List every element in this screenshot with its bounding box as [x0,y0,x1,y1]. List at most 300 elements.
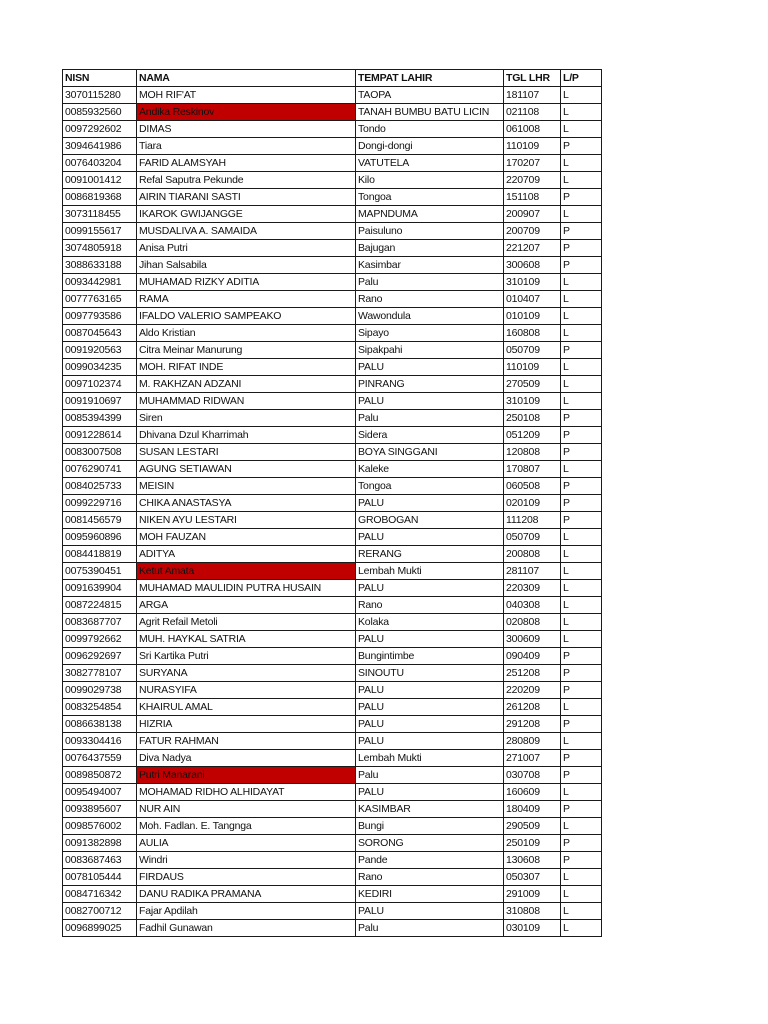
cell-nama: MOHAMAD RIDHO ALHIDAYAT [137,784,356,801]
table-header [63,70,602,87]
cell-nisn: 0091001412 [63,172,137,189]
cell-nisn: 0091920563 [63,342,137,359]
table-row [63,614,602,631]
table-row [63,274,602,291]
cell-tempat-lahir: PALU [356,580,504,597]
cell-nisn: 0097102374 [63,376,137,393]
cell-tempat-lahir: Rano [356,869,504,886]
table-row [63,733,602,750]
cell-lp: L [561,104,602,121]
cell-lp: P [561,138,602,155]
table-row [63,223,602,240]
table-row [63,512,602,529]
table-row [63,563,602,580]
cell-tgl-lhr: 010407 [504,291,561,308]
cell-lp: P [561,852,602,869]
cell-lp: L [561,886,602,903]
cell-tgl-lhr: 180409 [504,801,561,818]
cell-tempat-lahir: PALU [356,631,504,648]
table-row [63,869,602,886]
cell-nisn: 0096899025 [63,920,137,937]
cell-nisn: 0093442981 [63,274,137,291]
cell-nisn: 0083007508 [63,444,137,461]
table-row [63,359,602,376]
cell-tempat-lahir: Kasimbar [356,257,504,274]
cell-tempat-lahir: Sipakpahi [356,342,504,359]
cell-nisn: 0083254854 [63,699,137,716]
cell-tgl-lhr: 061008 [504,121,561,138]
cell-tempat-lahir: Tongoa [356,189,504,206]
cell-tgl-lhr: 021108 [504,104,561,121]
cell-tempat-lahir: KASIMBAR [356,801,504,818]
cell-lp: P [561,648,602,665]
cell-tgl-lhr: 200709 [504,223,561,240]
cell-lp: L [561,206,602,223]
cell-nama: MOH. RIFAT INDE [137,359,356,376]
cell-nisn: 0089850872 [63,767,137,784]
cell-tempat-lahir: Palu [356,767,504,784]
cell-nama: Fadhil Gunawan [137,920,356,937]
cell-tempat-lahir: Tongoa [356,478,504,495]
header-tgl-lhr: TGL LHR [504,70,561,87]
cell-tgl-lhr: 170807 [504,461,561,478]
cell-tgl-lhr: 040308 [504,597,561,614]
cell-tempat-lahir: Pande [356,852,504,869]
cell-tgl-lhr: 111208 [504,512,561,529]
cell-nisn: 0099034235 [63,359,137,376]
table-row [63,699,602,716]
cell-nama: Refal Saputra Pekunde [137,172,356,189]
cell-nisn: 0085394399 [63,410,137,427]
header-lp: L/P [561,70,602,87]
cell-nama: DANU RADIKA PRAMANA [137,886,356,903]
cell-nama: Putri Manarani [137,767,356,784]
cell-tempat-lahir: PALU [356,716,504,733]
cell-lp: P [561,257,602,274]
cell-lp: L [561,903,602,920]
cell-tgl-lhr: 120808 [504,444,561,461]
cell-nisn: 0081456579 [63,512,137,529]
cell-nama: AULIA [137,835,356,852]
cell-nama: Sri Kartika Putri [137,648,356,665]
header-tempat-lahir: TEMPAT LAHIR [356,70,504,87]
cell-tempat-lahir: RERANG [356,546,504,563]
cell-tempat-lahir: SORONG [356,835,504,852]
cell-lp: P [561,835,602,852]
cell-nama: Agrit Refail Metoli [137,614,356,631]
cell-tempat-lahir: Tondo [356,121,504,138]
cell-nama: NURASYIFA [137,682,356,699]
cell-nisn: 0086819368 [63,189,137,206]
table-row [63,801,602,818]
cell-nisn: 3074805918 [63,240,137,257]
cell-lp: L [561,172,602,189]
cell-tgl-lhr: 220309 [504,580,561,597]
cell-nama: Dhivana Dzul Kharrimah [137,427,356,444]
cell-tempat-lahir: Paisuluno [356,223,504,240]
cell-tempat-lahir: TANAH BUMBU BATU LICIN [356,104,504,121]
cell-tgl-lhr: 270509 [504,376,561,393]
cell-nama: DIMAS [137,121,356,138]
cell-lp: P [561,189,602,206]
cell-tgl-lhr: 261208 [504,699,561,716]
cell-nisn: 0084025733 [63,478,137,495]
table-body [63,87,602,937]
cell-lp: P [561,750,602,767]
cell-nama: IFALDO VALERIO SAMPEAKO [137,308,356,325]
table-row [63,597,602,614]
cell-nama: Fajar Apdilah [137,903,356,920]
cell-tgl-lhr: 300609 [504,631,561,648]
cell-nisn: 0076290741 [63,461,137,478]
cell-tempat-lahir: PALU [356,699,504,716]
cell-lp: P [561,223,602,240]
cell-nisn: 0087224815 [63,597,137,614]
cell-nisn: 0097292602 [63,121,137,138]
cell-nisn: 0087045643 [63,325,137,342]
cell-nama: CHIKA ANASTASYA [137,495,356,512]
cell-tgl-lhr: 160609 [504,784,561,801]
table-row [63,240,602,257]
cell-lp: P [561,767,602,784]
cell-tgl-lhr: 291009 [504,886,561,903]
cell-nisn: 0085932560 [63,104,137,121]
table-row [63,104,602,121]
cell-nama: NUR AIN [137,801,356,818]
cell-tempat-lahir: Lembah Mukti [356,563,504,580]
cell-nisn: 0095494007 [63,784,137,801]
cell-lp: P [561,444,602,461]
cell-tempat-lahir: Bungi [356,818,504,835]
cell-nama: RAMA [137,291,356,308]
cell-tgl-lhr: 200808 [504,546,561,563]
cell-nisn: 0099029738 [63,682,137,699]
table-row [63,529,602,546]
cell-tgl-lhr: 050709 [504,342,561,359]
cell-tgl-lhr: 110109 [504,138,561,155]
cell-tempat-lahir: Palu [356,274,504,291]
cell-tgl-lhr: 051209 [504,427,561,444]
cell-nisn: 0093895607 [63,801,137,818]
cell-nisn: 0078105444 [63,869,137,886]
cell-lp: L [561,325,602,342]
cell-lp: L [561,614,602,631]
table-row [63,852,602,869]
cell-tgl-lhr: 291208 [504,716,561,733]
cell-nisn: 0076437559 [63,750,137,767]
cell-lp: L [561,597,602,614]
cell-nisn: 0095960896 [63,529,137,546]
cell-nama: Jihan Salsabila [137,257,356,274]
cell-tempat-lahir: PALU [356,733,504,750]
cell-nama: M. RAKHZAN ADZANI [137,376,356,393]
header-row [63,70,602,87]
cell-tempat-lahir: PALU [356,784,504,801]
cell-tgl-lhr: 130608 [504,852,561,869]
cell-tempat-lahir: MAPNDUMA [356,206,504,223]
cell-lp: L [561,784,602,801]
cell-tempat-lahir: TAOPA [356,87,504,104]
cell-tempat-lahir: Wawondula [356,308,504,325]
table-row [63,750,602,767]
cell-tempat-lahir: PALU [356,393,504,410]
cell-nama: ARGA [137,597,356,614]
cell-tempat-lahir: Palu [356,920,504,937]
cell-nama: MOH FAUZAN [137,529,356,546]
table-row [63,546,602,563]
cell-lp: L [561,580,602,597]
table-row [63,393,602,410]
cell-tgl-lhr: 250109 [504,835,561,852]
table-row [63,903,602,920]
cell-nama: Tiara [137,138,356,155]
cell-nama: MUSDALIVA A. SAMAIDA [137,223,356,240]
cell-nisn: 0091228614 [63,427,137,444]
table-row [63,342,602,359]
table-row [63,308,602,325]
cell-tgl-lhr: 271007 [504,750,561,767]
cell-lp: L [561,291,602,308]
cell-tgl-lhr: 310109 [504,274,561,291]
cell-tgl-lhr: 220709 [504,172,561,189]
cell-lp: L [561,393,602,410]
cell-nisn: 3082778107 [63,665,137,682]
cell-tgl-lhr: 281107 [504,563,561,580]
cell-tempat-lahir: PINRANG [356,376,504,393]
cell-nisn: 0076403204 [63,155,137,172]
cell-nama: MUH. HAYKAL SATRIA [137,631,356,648]
header-nama: NAMA [137,70,356,87]
cell-nisn: 0096292697 [63,648,137,665]
cell-tempat-lahir: Kaleke [356,461,504,478]
cell-nama: Windri [137,852,356,869]
cell-nama: MOH RIF'AT [137,87,356,104]
cell-tgl-lhr: 250108 [504,410,561,427]
table-row [63,478,602,495]
cell-lp: P [561,665,602,682]
table-row [63,138,602,155]
table-row [63,257,602,274]
cell-tgl-lhr: 030109 [504,920,561,937]
cell-tgl-lhr: 050709 [504,529,561,546]
cell-nisn: 0099792662 [63,631,137,648]
table-row [63,835,602,852]
cell-tgl-lhr: 310109 [504,393,561,410]
cell-tempat-lahir: Palu [356,410,504,427]
cell-nisn: 0075390451 [63,563,137,580]
cell-tempat-lahir: Bungintimbe [356,648,504,665]
cell-nama: Citra Meinar Manurung [137,342,356,359]
cell-nisn: 3094641986 [63,138,137,155]
cell-lp: L [561,818,602,835]
table-row [63,410,602,427]
table-row [63,87,602,104]
cell-tgl-lhr: 300608 [504,257,561,274]
cell-nama: Anisa Putri [137,240,356,257]
cell-nama: FIRDAUS [137,869,356,886]
table-row [63,648,602,665]
table-row [63,427,602,444]
cell-tempat-lahir: Lembah Mukti [356,750,504,767]
cell-tgl-lhr: 221207 [504,240,561,257]
cell-tempat-lahir: VATUTELA [356,155,504,172]
cell-lp: P [561,478,602,495]
cell-nisn: 0082700712 [63,903,137,920]
cell-lp: P [561,495,602,512]
cell-tempat-lahir: PALU [356,495,504,512]
cell-tgl-lhr: 010109 [504,308,561,325]
cell-tgl-lhr: 181107 [504,87,561,104]
cell-tgl-lhr: 060508 [504,478,561,495]
cell-lp: P [561,716,602,733]
table-row [63,291,602,308]
table-row [63,444,602,461]
student-table [62,69,602,937]
table-row [63,495,602,512]
cell-nisn: 0091639904 [63,580,137,597]
cell-tgl-lhr: 151108 [504,189,561,206]
cell-lp: L [561,155,602,172]
cell-tempat-lahir: SINOUTU [356,665,504,682]
cell-tempat-lahir: Dongi-dongi [356,138,504,155]
cell-nisn: 0083687707 [63,614,137,631]
cell-nisn: 0097793586 [63,308,137,325]
cell-tgl-lhr: 050307 [504,869,561,886]
cell-nisn: 0099155617 [63,223,137,240]
table-row [63,784,602,801]
cell-nisn: 0086638138 [63,716,137,733]
cell-tgl-lhr: 020808 [504,614,561,631]
cell-tgl-lhr: 030708 [504,767,561,784]
cell-tempat-lahir: PALU [356,682,504,699]
cell-nama: MUHAMMAD RIDWAN [137,393,356,410]
cell-tgl-lhr: 200907 [504,206,561,223]
cell-lp: L [561,308,602,325]
cell-tempat-lahir: BOYA SINGGANI [356,444,504,461]
cell-tempat-lahir: PALU [356,903,504,920]
cell-nama: SUSAN LESTARI [137,444,356,461]
cell-lp: P [561,410,602,427]
cell-tempat-lahir: Bajugan [356,240,504,257]
cell-lp: L [561,920,602,937]
cell-nisn: 0091382898 [63,835,137,852]
table-row [63,767,602,784]
cell-nisn: 0084418819 [63,546,137,563]
cell-nama: Ketut Amata [137,563,356,580]
cell-nama: MUHAMAD MAULIDIN PUTRA HUSAIN [137,580,356,597]
cell-nama: ADITYA [137,546,356,563]
table-row [63,172,602,189]
cell-nama: AGUNG SETIAWAN [137,461,356,478]
cell-tgl-lhr: 280809 [504,733,561,750]
cell-nama: KHAIRUL AMAL [137,699,356,716]
table-row [63,920,602,937]
cell-lp: L [561,376,602,393]
table-row [63,189,602,206]
header-nisn: NISN [63,70,137,87]
cell-tempat-lahir: Kolaka [356,614,504,631]
cell-nama: Moh. Fadlan. E. Tangnga [137,818,356,835]
cell-lp: L [561,121,602,138]
cell-nama: MEISIN [137,478,356,495]
cell-tempat-lahir: GROBOGAN [356,512,504,529]
cell-nisn: 3073118455 [63,206,137,223]
cell-tgl-lhr: 310808 [504,903,561,920]
cell-tgl-lhr: 110109 [504,359,561,376]
cell-lp: L [561,631,602,648]
cell-lp: L [561,869,602,886]
cell-lp: L [561,359,602,376]
cell-nama: AIRIN TIARANI SASTI [137,189,356,206]
cell-lp: L [561,699,602,716]
cell-tgl-lhr: 160808 [504,325,561,342]
table-row [63,155,602,172]
cell-lp: L [561,461,602,478]
table-row [63,376,602,393]
cell-nisn: 0083687463 [63,852,137,869]
cell-nama: Diva Nadya [137,750,356,767]
cell-tgl-lhr: 170207 [504,155,561,172]
cell-nama: MUHAMAD RIZKY ADITIA [137,274,356,291]
cell-lp: P [561,240,602,257]
cell-tempat-lahir: Sipayo [356,325,504,342]
cell-tempat-lahir: KEDIRI [356,886,504,903]
cell-tgl-lhr: 090409 [504,648,561,665]
cell-nama: Aldo Kristian [137,325,356,342]
cell-nama: FATUR RAHMAN [137,733,356,750]
table-row [63,665,602,682]
table-row [63,580,602,597]
cell-lp: L [561,563,602,580]
cell-tgl-lhr: 251208 [504,665,561,682]
cell-lp: P [561,682,602,699]
cell-nisn: 3088633188 [63,257,137,274]
table-row [63,461,602,478]
cell-nisn: 0093304416 [63,733,137,750]
cell-nama: SURYANA [137,665,356,682]
cell-nisn: 0084716342 [63,886,137,903]
cell-lp: L [561,274,602,291]
cell-nama: Siren [137,410,356,427]
cell-nama: HIZRIA [137,716,356,733]
table-row [63,206,602,223]
cell-nama: NIKEN AYU LESTARI [137,512,356,529]
cell-tempat-lahir: PALU [356,529,504,546]
cell-lp: L [561,87,602,104]
table-row [63,716,602,733]
cell-nisn: 0098576002 [63,818,137,835]
cell-nisn: 0077763165 [63,291,137,308]
cell-tempat-lahir: Kilo [356,172,504,189]
cell-nisn: 0091910697 [63,393,137,410]
cell-nama: Andika Reskinov [137,104,356,121]
cell-lp: P [561,801,602,818]
cell-lp: P [561,427,602,444]
table-row [63,121,602,138]
table-row [63,886,602,903]
table-row [63,631,602,648]
cell-nama: IKAROK GWIJANGGE [137,206,356,223]
cell-tempat-lahir: Rano [356,597,504,614]
cell-lp: P [561,342,602,359]
cell-nisn: 3070115280 [63,87,137,104]
cell-tgl-lhr: 020109 [504,495,561,512]
table-row [63,818,602,835]
cell-tgl-lhr: 220209 [504,682,561,699]
cell-tempat-lahir: Sidera [356,427,504,444]
cell-tempat-lahir: PALU [356,359,504,376]
cell-lp: L [561,529,602,546]
